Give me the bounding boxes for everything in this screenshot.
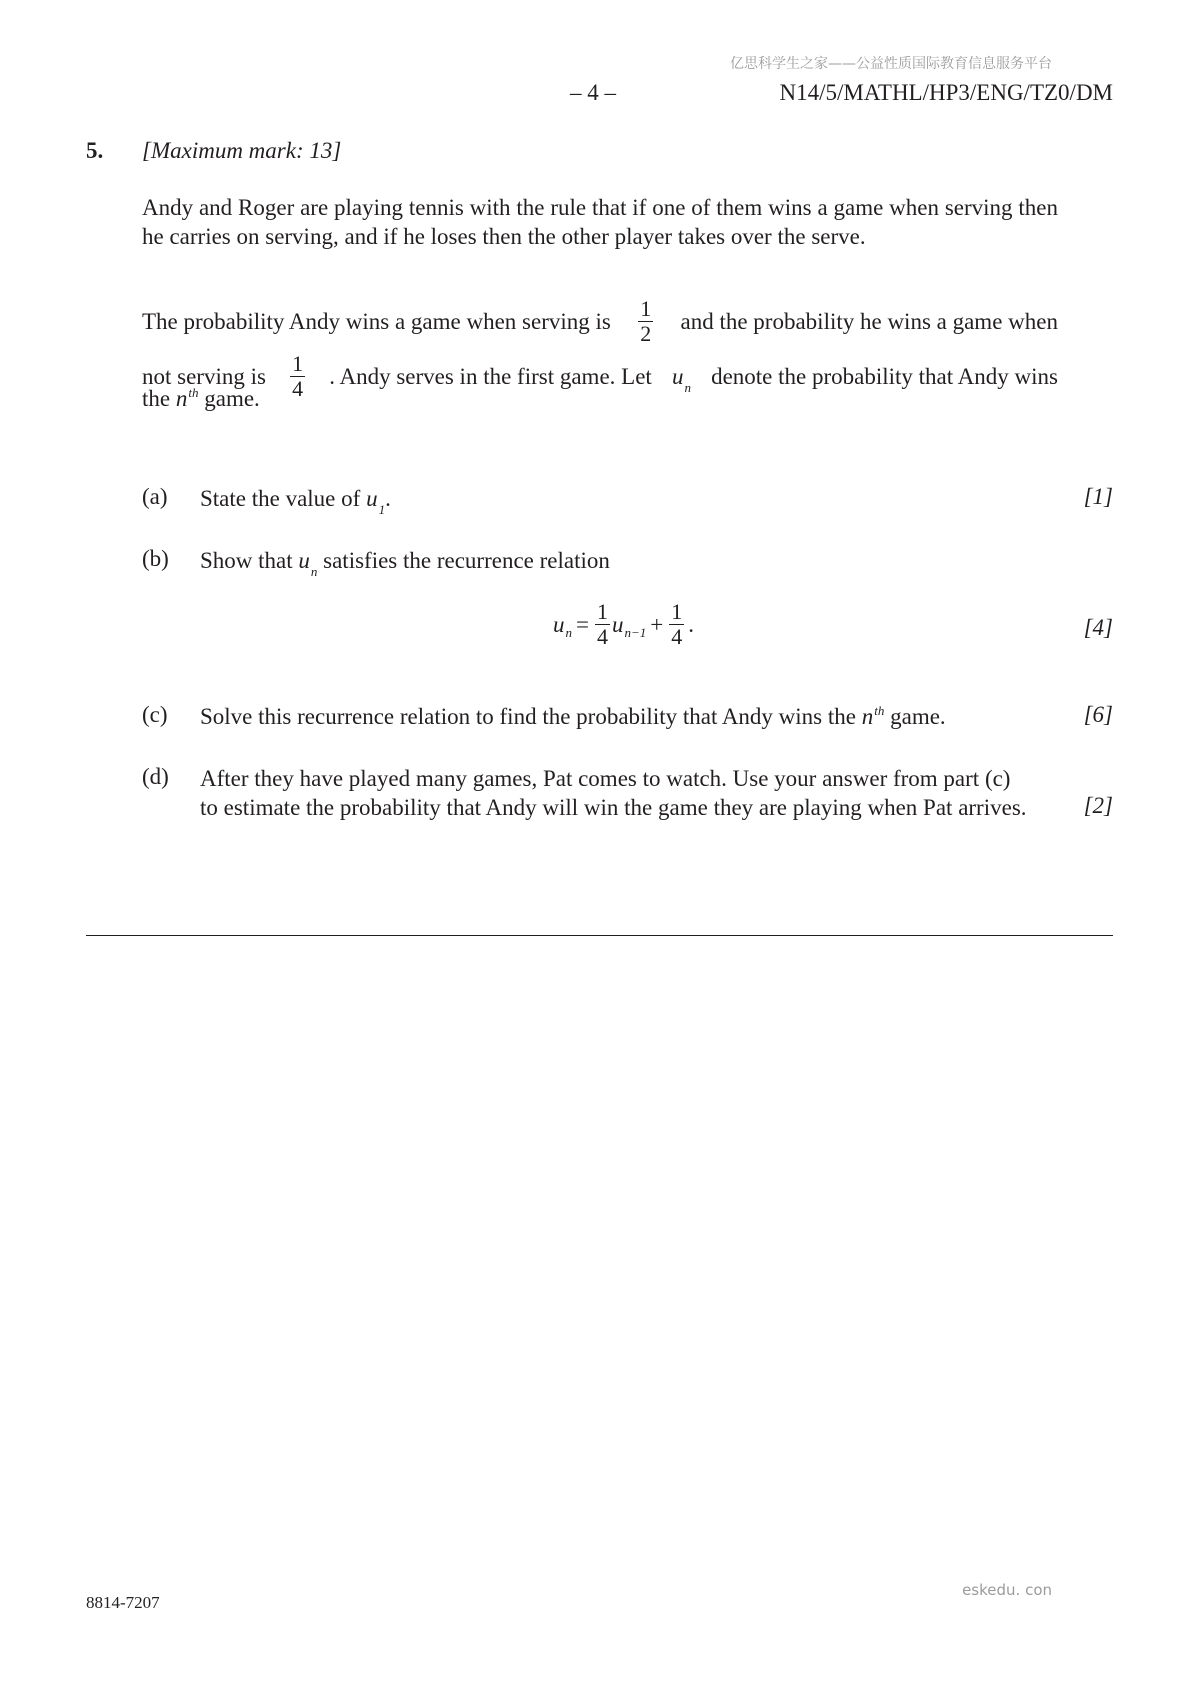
section-divider: [86, 935, 1113, 936]
part-d-text: [200, 764, 1058, 822]
fraction-denominator: 4: [671, 624, 683, 649]
var-subscript: 1: [378, 502, 386, 517]
prob-text-denote: denote the probability that Andy wins: [711, 363, 1058, 389]
part-a-period: .: [385, 486, 391, 511]
question-intro: Andy and Roger are playing tennis with the rule that if one of them wins a game when serving then he carries on serving, and if he loses then the other player takes over the serve.: [142, 195, 1058, 249]
part-b-label: (b): [142, 546, 169, 571]
probability-line-3: [142, 386, 1058, 412]
part-c-question: Solve this recurrence relation to find the probability that Andy wins the: [200, 704, 856, 729]
eq-lhs-var: u: [553, 611, 565, 637]
part-d-line-2: to estimate the probability that Andy will win the game they are playing when Pat arrives.: [200, 795, 1027, 820]
var-symbol: u: [671, 363, 684, 389]
prob-text-the: the: [142, 386, 171, 411]
page-number: – 4 –: [570, 80, 616, 105]
part-d-label: (d): [142, 764, 169, 789]
eq-mid-subscript: n−1: [624, 624, 647, 640]
fraction-denominator: 2: [640, 321, 652, 346]
footer-code: 8814-7207: [86, 1593, 160, 1612]
prob-text-serving: The probability Andy wins a game when serving is: [142, 308, 611, 334]
paper-code: N14/5/MATHL/HP3/ENG/TZ0/DM: [779, 80, 1113, 105]
fraction-denominator: 4: [596, 624, 608, 649]
var-superscript: th: [188, 385, 199, 400]
part-c-label: (c): [142, 702, 168, 727]
fraction-numerator: 1: [640, 296, 652, 321]
footer-site: eskedu. con: [962, 1581, 1052, 1599]
eq-fraction-1: [595, 600, 610, 649]
recurrence-equation: [553, 600, 694, 649]
var-symbol: u: [298, 548, 310, 573]
eq-plus-sign: +: [650, 611, 664, 637]
fraction-numerator: 1: [596, 599, 608, 624]
eq-mid-var: u: [611, 611, 624, 637]
part-a-question: State the value of: [200, 486, 361, 511]
var-superscript: th: [874, 703, 885, 718]
part-c-text: [200, 702, 946, 734]
eq-lhs-subscript: n: [565, 624, 572, 640]
eq-fraction-2: [669, 600, 684, 649]
part-a-label: (a): [142, 484, 168, 509]
part-a-text: [200, 484, 391, 516]
prob-text-first-game: . Andy serves in the first game. Let: [329, 363, 652, 389]
part-c-mark: [6]: [1083, 702, 1113, 727]
eq-period: .: [688, 611, 694, 637]
part-b-mark: [4]: [1083, 615, 1113, 640]
var-symbol: n: [175, 386, 188, 411]
probability-line-1: [142, 297, 1058, 346]
var-subscript: n: [310, 564, 318, 579]
fraction-one-half: [638, 297, 653, 346]
part-c-game: game.: [890, 704, 946, 729]
part-a-mark: [1]: [1083, 484, 1113, 509]
variable-n-th: [176, 386, 199, 411]
fraction-numerator: 1: [671, 599, 683, 624]
var-symbol: n: [861, 704, 874, 729]
prob-text-not-serving: and the probability he wins a game when: [680, 308, 1058, 334]
prob-text-game: game.: [204, 386, 260, 411]
part-b-recurrence-text: satisfies the recurrence relation: [323, 548, 610, 573]
fraction-numerator: 1: [292, 351, 304, 376]
maximum-mark: [Maximum mark: 13]: [142, 138, 342, 163]
part-d-mark: [2]: [1083, 793, 1113, 818]
var-subscript: n: [684, 379, 691, 395]
prob-text-not-serving-is: not serving is: [142, 363, 266, 389]
part-b-show-that: Show that: [200, 548, 293, 573]
eq-equals-sign: =: [576, 611, 589, 637]
var-symbol: u: [366, 486, 378, 511]
fraction-denominator: 4: [292, 376, 304, 401]
watermark-text: 亿思科学生之家——公益性质国际教育信息服务平台: [730, 56, 1052, 72]
part-b-text: [200, 546, 610, 578]
question-number: 5.: [86, 138, 104, 163]
part-d-line-1: After they have played many games, Pat comes to watch. Use your answer from part (c): [200, 766, 1011, 791]
